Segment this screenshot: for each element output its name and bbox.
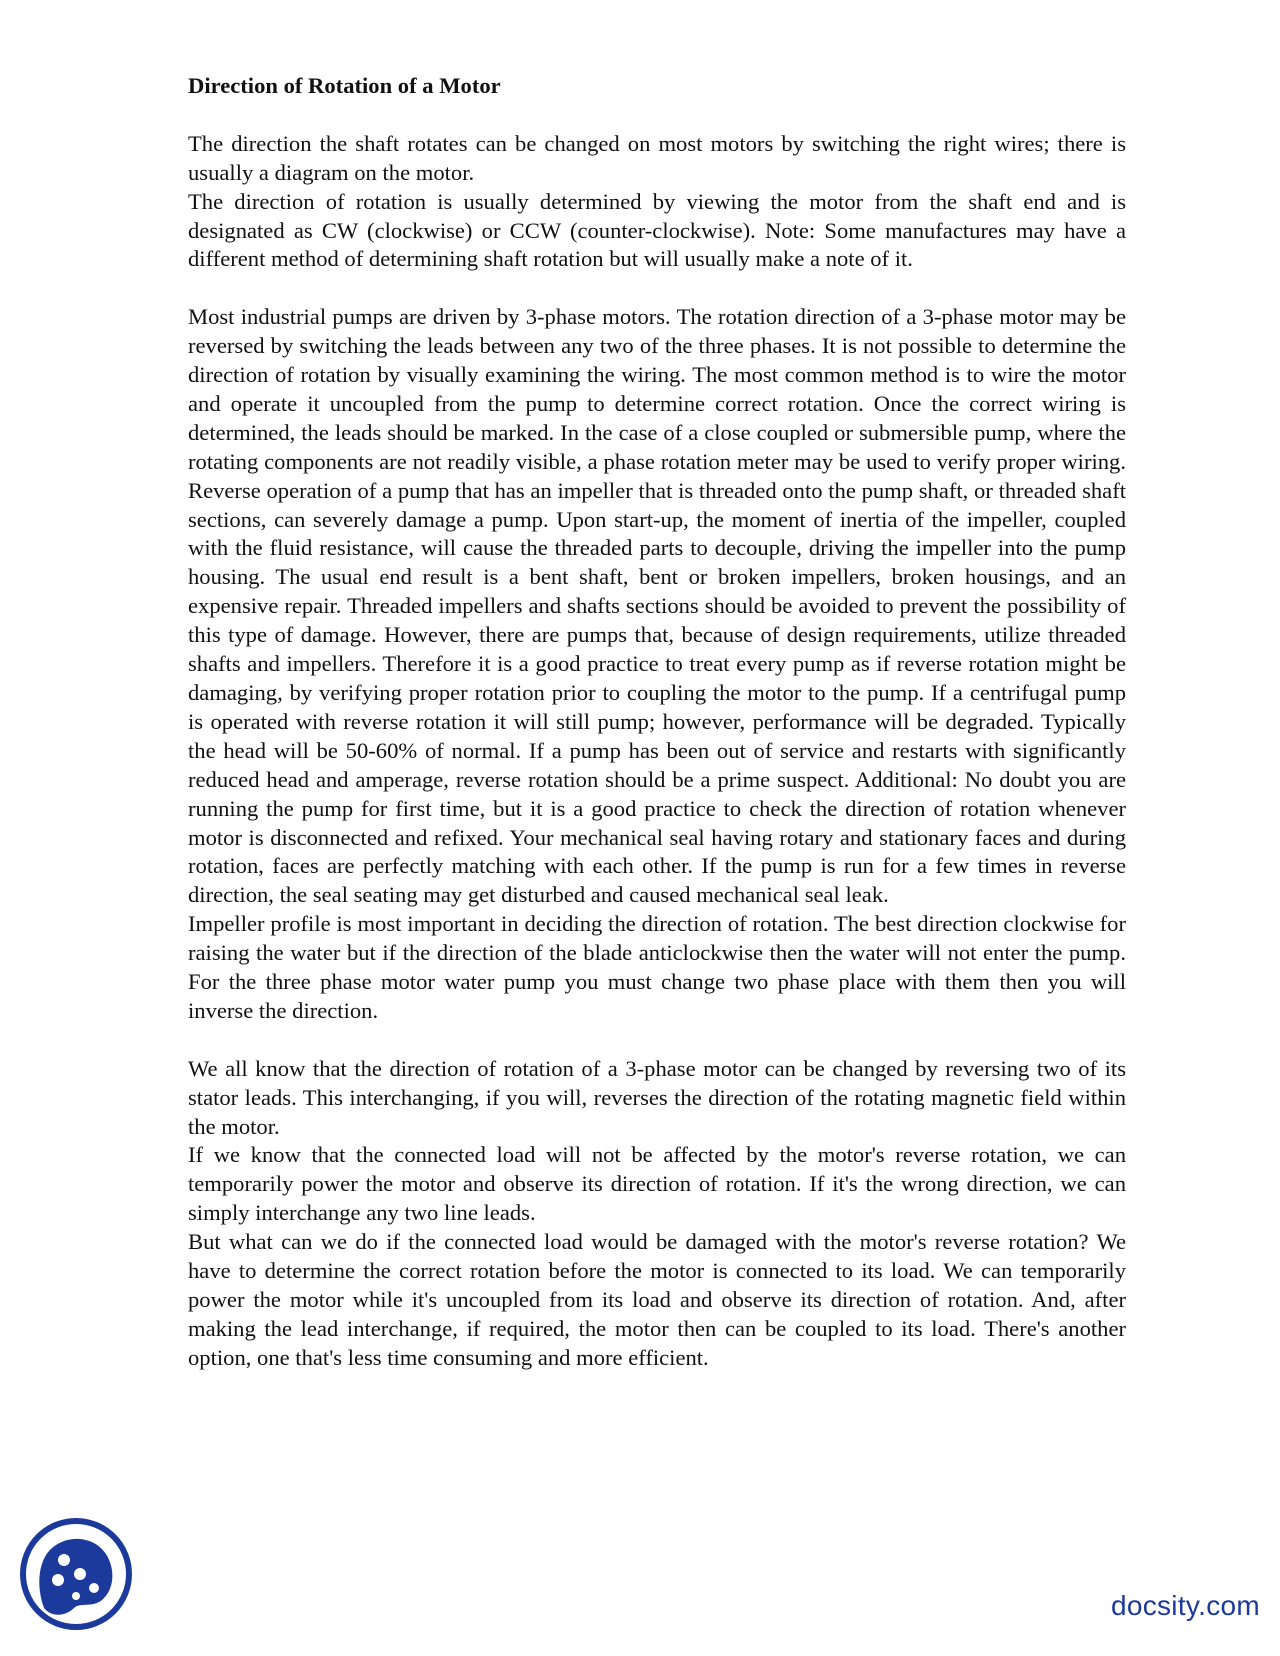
document-body bbox=[188, 72, 1126, 1373]
paragraph-5: We all know that the direction of rotation of a 3-phase motor can be changed by reversing two of its stator leads. This interchanging, if you will, reverses the direction of the rotating magnetic field within the motor. bbox=[188, 1055, 1126, 1139]
paragraph-1: The direction the shaft rotates can be changed on most motors by switching the right wires; there is usually a diagram on the motor. bbox=[188, 130, 1126, 185]
docsity-brand-link[interactable]: docsity.com bbox=[1110, 1590, 1260, 1621]
document-title: Direction of Rotation of a Motor bbox=[188, 73, 501, 98]
paragraph-2: The direction of rotation is usually determined by viewing the motor from the shaft end and is designated as CW (clockwise) or CCW (counter-clockwise). Note: Some manufactures may have a different method of determining shaft rotation but will usually make a note of it. bbox=[188, 188, 1126, 272]
paragraph-gap bbox=[188, 1026, 1126, 1055]
paragraph-3: Most industrial pumps are driven by 3-phase motors. The rotation direction of a 3-phase motor may be reversed by switching the leads between any two of the three phases. It is not possible to determine the direction of rotation by visually examining the wiring. The most common method is to wire the motor and operate it uncoupled from the pump to determine correct rotation. Once the correct wiring is determined, the leads should be marked. In the case of a close coupled or submersible pump, where the rotating components are not readily visible, a phase rotation meter may be used to verify proper wiring. Reverse operation of a pump that has an impeller that is threaded onto the pump shaft, or threaded shaft sections, can severely damage a pump. Upon start-up, the moment of inertia of the impeller, coupled with the fluid resistance, will cause the threaded parts to decouple, driving the impeller into the pump housing. The usual end result is a bent shaft, bent or broken impellers, broken housings, and an expensive repair. Threaded impellers and shafts sections should be avoided to prevent the possibility of this type of damage. However, there are pumps that, because of design requirements, utilize threaded shafts and impellers. Therefore it is a good practice to treat every pump as if reverse rotation might be damaging, by verifying proper rotation prior to coupling the motor to the pump. If a centrifugal pump is operated with reverse rotation it will still pump; however, performance will be degraded. Typically the head will be 50-60% of normal. If a pump has been out of service and restarts with significantly reduced head and amperage, reverse rotation should be a prime suspect. Additional: No doubt you are running the pump for first time, but it is a good practice to check the direction of rotation whenever motor is disconnected and refixed. Your mechanical seal having rotary and stationary faces and during rotation, faces are perfectly matching with each other. If the pump is run for a few times in reverse direction, the seal seating may get disturbed and caused mechanical seal leak. bbox=[188, 304, 1126, 908]
paragraph-6: If we know that the connected load will not be affected by the motor's reverse rotation, we can temporarily power the motor and observe its direction of rotation. If it's the wrong direction, we can simply interchange any two line leads. bbox=[188, 1142, 1126, 1226]
paragraph-4: Impeller profile is most important in deciding the direction of rotation. The best direction clockwise for raising the water but if the direction of the blade anticlockwise then the water will not enter the pump. For the three phase motor water pump you must change two phase place with them then you will inverse the direction. bbox=[188, 911, 1126, 1023]
docsity-logo-icon[interactable] bbox=[18, 1516, 134, 1632]
paragraph-7: But what can we do if the connected load would be damaged with the motor's reverse rotation? We have to determine the correct rotation before the motor is connected to its load. We can temporarily power the motor while it's uncoupled from its load and observe its direction of rotation. And, after making the lead interchange, if required, the motor then can be coupled to its load. There's another option, one that's less time consuming and more efficient. bbox=[188, 1229, 1126, 1370]
paragraph-gap bbox=[188, 274, 1126, 303]
